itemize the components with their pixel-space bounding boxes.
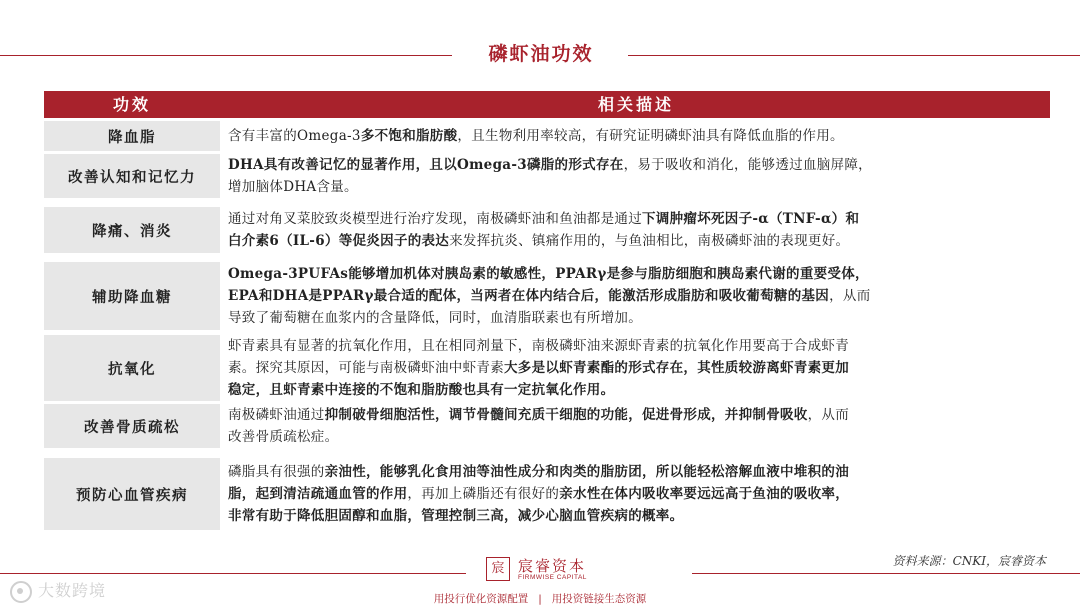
table-row: [44, 404, 1050, 448]
plain-text: 增加脑体DHA含量。: [228, 179, 358, 195]
description-line: [228, 505, 849, 527]
row-effect: 预防心血管疾病: [44, 458, 220, 530]
row-effect: 改善骨质疏松: [44, 404, 220, 448]
description-text: [228, 461, 849, 527]
footer-slogan: [0, 591, 1080, 606]
emphasis-text: EPA和DHA是PPARγ最合适的配体，当两者在体内结合后，能激活形成脂肪和吸收葡萄糖的基因: [228, 288, 830, 304]
plain-text: 磷脂具有很强的: [228, 464, 325, 480]
description-line: [228, 379, 849, 401]
row-description: [228, 335, 1050, 401]
description-text: [228, 263, 871, 329]
watermark-logo-icon: [10, 581, 32, 603]
row-effect: 降血脂: [44, 121, 220, 151]
table-row: [44, 121, 1050, 151]
header-effect: 功效: [112, 95, 151, 114]
company-logo: [486, 555, 686, 591]
plain-text: 素。探究其原因，可能与南极磷虾油中虾青素: [228, 360, 504, 376]
plain-text: 来发挥抗炎、镇痛作用的，与鱼油相比，南极磷虾油的表现更好。: [449, 233, 850, 249]
emphasis-text: 下调肿瘤坏死因子-α（TNF-α）和: [642, 211, 860, 227]
description-line: [228, 125, 844, 147]
slogan-left: 用投行优化资源配置: [433, 593, 529, 605]
emphasis-text: 亲油性，能够乳化食用油等油性成分和肉类的脂肪团，所以能轻松溶解血液中堆积的油: [324, 464, 850, 480]
row-description: [228, 207, 1050, 253]
description-line: [228, 461, 849, 483]
logo-mark-icon: 宸: [486, 557, 510, 581]
emphasis-text: 大多是以虾青素酯的形式存在，其性质较游离虾青素更加: [504, 360, 849, 376]
description-line: [228, 426, 849, 448]
plain-text: ，再加上磷脂还有很好的: [407, 486, 560, 502]
table-row: [44, 458, 1050, 530]
description-line: [228, 176, 872, 198]
description-line: [228, 154, 872, 176]
table-row: [44, 335, 1050, 401]
footer-rule-right: [692, 573, 1080, 574]
row-description: [228, 154, 1050, 198]
description-text: [228, 208, 859, 252]
row-description: [228, 404, 1050, 448]
plain-text: ，从而: [829, 288, 871, 304]
description-line: [228, 404, 849, 426]
description-text: [228, 404, 849, 448]
emphasis-text: 非常有助于降低胆固醇和血脂，管理控制三高，减少心脑血管疾病的概率。: [228, 508, 684, 524]
description-text: [228, 335, 849, 401]
table-row: [44, 262, 1050, 330]
plain-text: 南极磷虾油通过: [228, 407, 325, 423]
plain-text: 含有丰富的Omega-3: [228, 128, 361, 144]
slogan-separator: |: [538, 593, 542, 605]
description-line: [228, 357, 849, 379]
slogan-right: 用投资链接生态资源: [551, 593, 647, 605]
row-effect: 抗氧化: [44, 335, 220, 401]
plain-text: 导致了葡萄糖在血浆内的含量降低，同时，血清脂联素也有所增加。: [228, 310, 642, 326]
description-line: [228, 263, 871, 285]
row-effect: 降痛、消炎: [44, 207, 220, 253]
source-note: 资料来源：CNKI，宸睿资本: [892, 554, 1046, 568]
plain-text: 虾青素具有显著的抗氧化作用，且在相同剂量下，南极磷虾油来源虾青素的抗氧化作用要高于合成虾青: [228, 338, 849, 354]
logo-subtitle: FIRMWISE CAPITAL: [518, 574, 587, 581]
description-text: [228, 125, 844, 147]
watermark-text: 大数跨境: [38, 581, 107, 600]
description-line: [228, 285, 871, 307]
emphasis-text: 抑制破骨细胞活性，调节骨髓间充质干细胞的功能，促进骨形成，并抑制骨吸收: [324, 407, 808, 423]
logo-name: 宸睿资本: [518, 557, 587, 575]
title-rule-left: [0, 55, 452, 56]
description-text: [228, 154, 872, 198]
emphasis-text: Omega-3PUFAs能够增加机体对胰岛素的敏感性，PPARγ是参与脂肪细胞和胰岛素代谢的重要受体，: [228, 266, 869, 282]
watermark: [10, 578, 106, 603]
plain-text: 改善骨质疏松症。: [228, 429, 339, 445]
plain-text: 通过对角叉菜胶致炎模型进行治疗发现，南极磷虾油和鱼油都是通过: [228, 211, 642, 227]
emphasis-text: DHA具有改善记忆的显著作用，且以Omega-3磷脂的形式存在: [228, 157, 624, 173]
emphasis-text: 白介素6（IL-6）等促炎因子的表达: [228, 233, 450, 249]
row-description: [228, 458, 1050, 530]
page-title: 磷虾油功效: [488, 43, 594, 65]
description-line: [228, 230, 859, 252]
plain-text: ，易于吸收和消化，能够透过血脑屏障，: [623, 157, 872, 173]
footer-rule-left: [0, 573, 466, 574]
emphasis-text: 稳定，且虾青素中连接的不饱和脂肪酸也具有一定抗氧化作用。: [228, 382, 615, 398]
table-header: [44, 91, 1050, 118]
plain-text: ，从而: [807, 407, 850, 423]
emphasis-text: 亲水性在体内吸收率要远远高于鱼油的吸收率，: [559, 486, 850, 502]
row-description: [228, 121, 1050, 151]
title-rule-right: [628, 55, 1080, 56]
table-row: [44, 207, 1050, 253]
emphasis-text: 脂，起到清洁疏通血管的作用: [228, 486, 408, 502]
description-line: [228, 483, 849, 505]
header-description: 相关描述: [597, 95, 674, 114]
emphasis-text: 多不饱和脂肪酸: [360, 128, 458, 144]
table-row: [44, 154, 1050, 198]
row-effect: 辅助降血糖: [44, 262, 220, 330]
plain-text: ，且生物利用率较高，有研究证明磷虾油具有降低血脂的作用。: [457, 128, 844, 144]
description-line: [228, 335, 849, 357]
row-effect: 改善认知和记忆力: [44, 154, 220, 198]
row-description: [228, 262, 1050, 330]
description-line: [228, 307, 871, 329]
description-line: [228, 208, 859, 230]
